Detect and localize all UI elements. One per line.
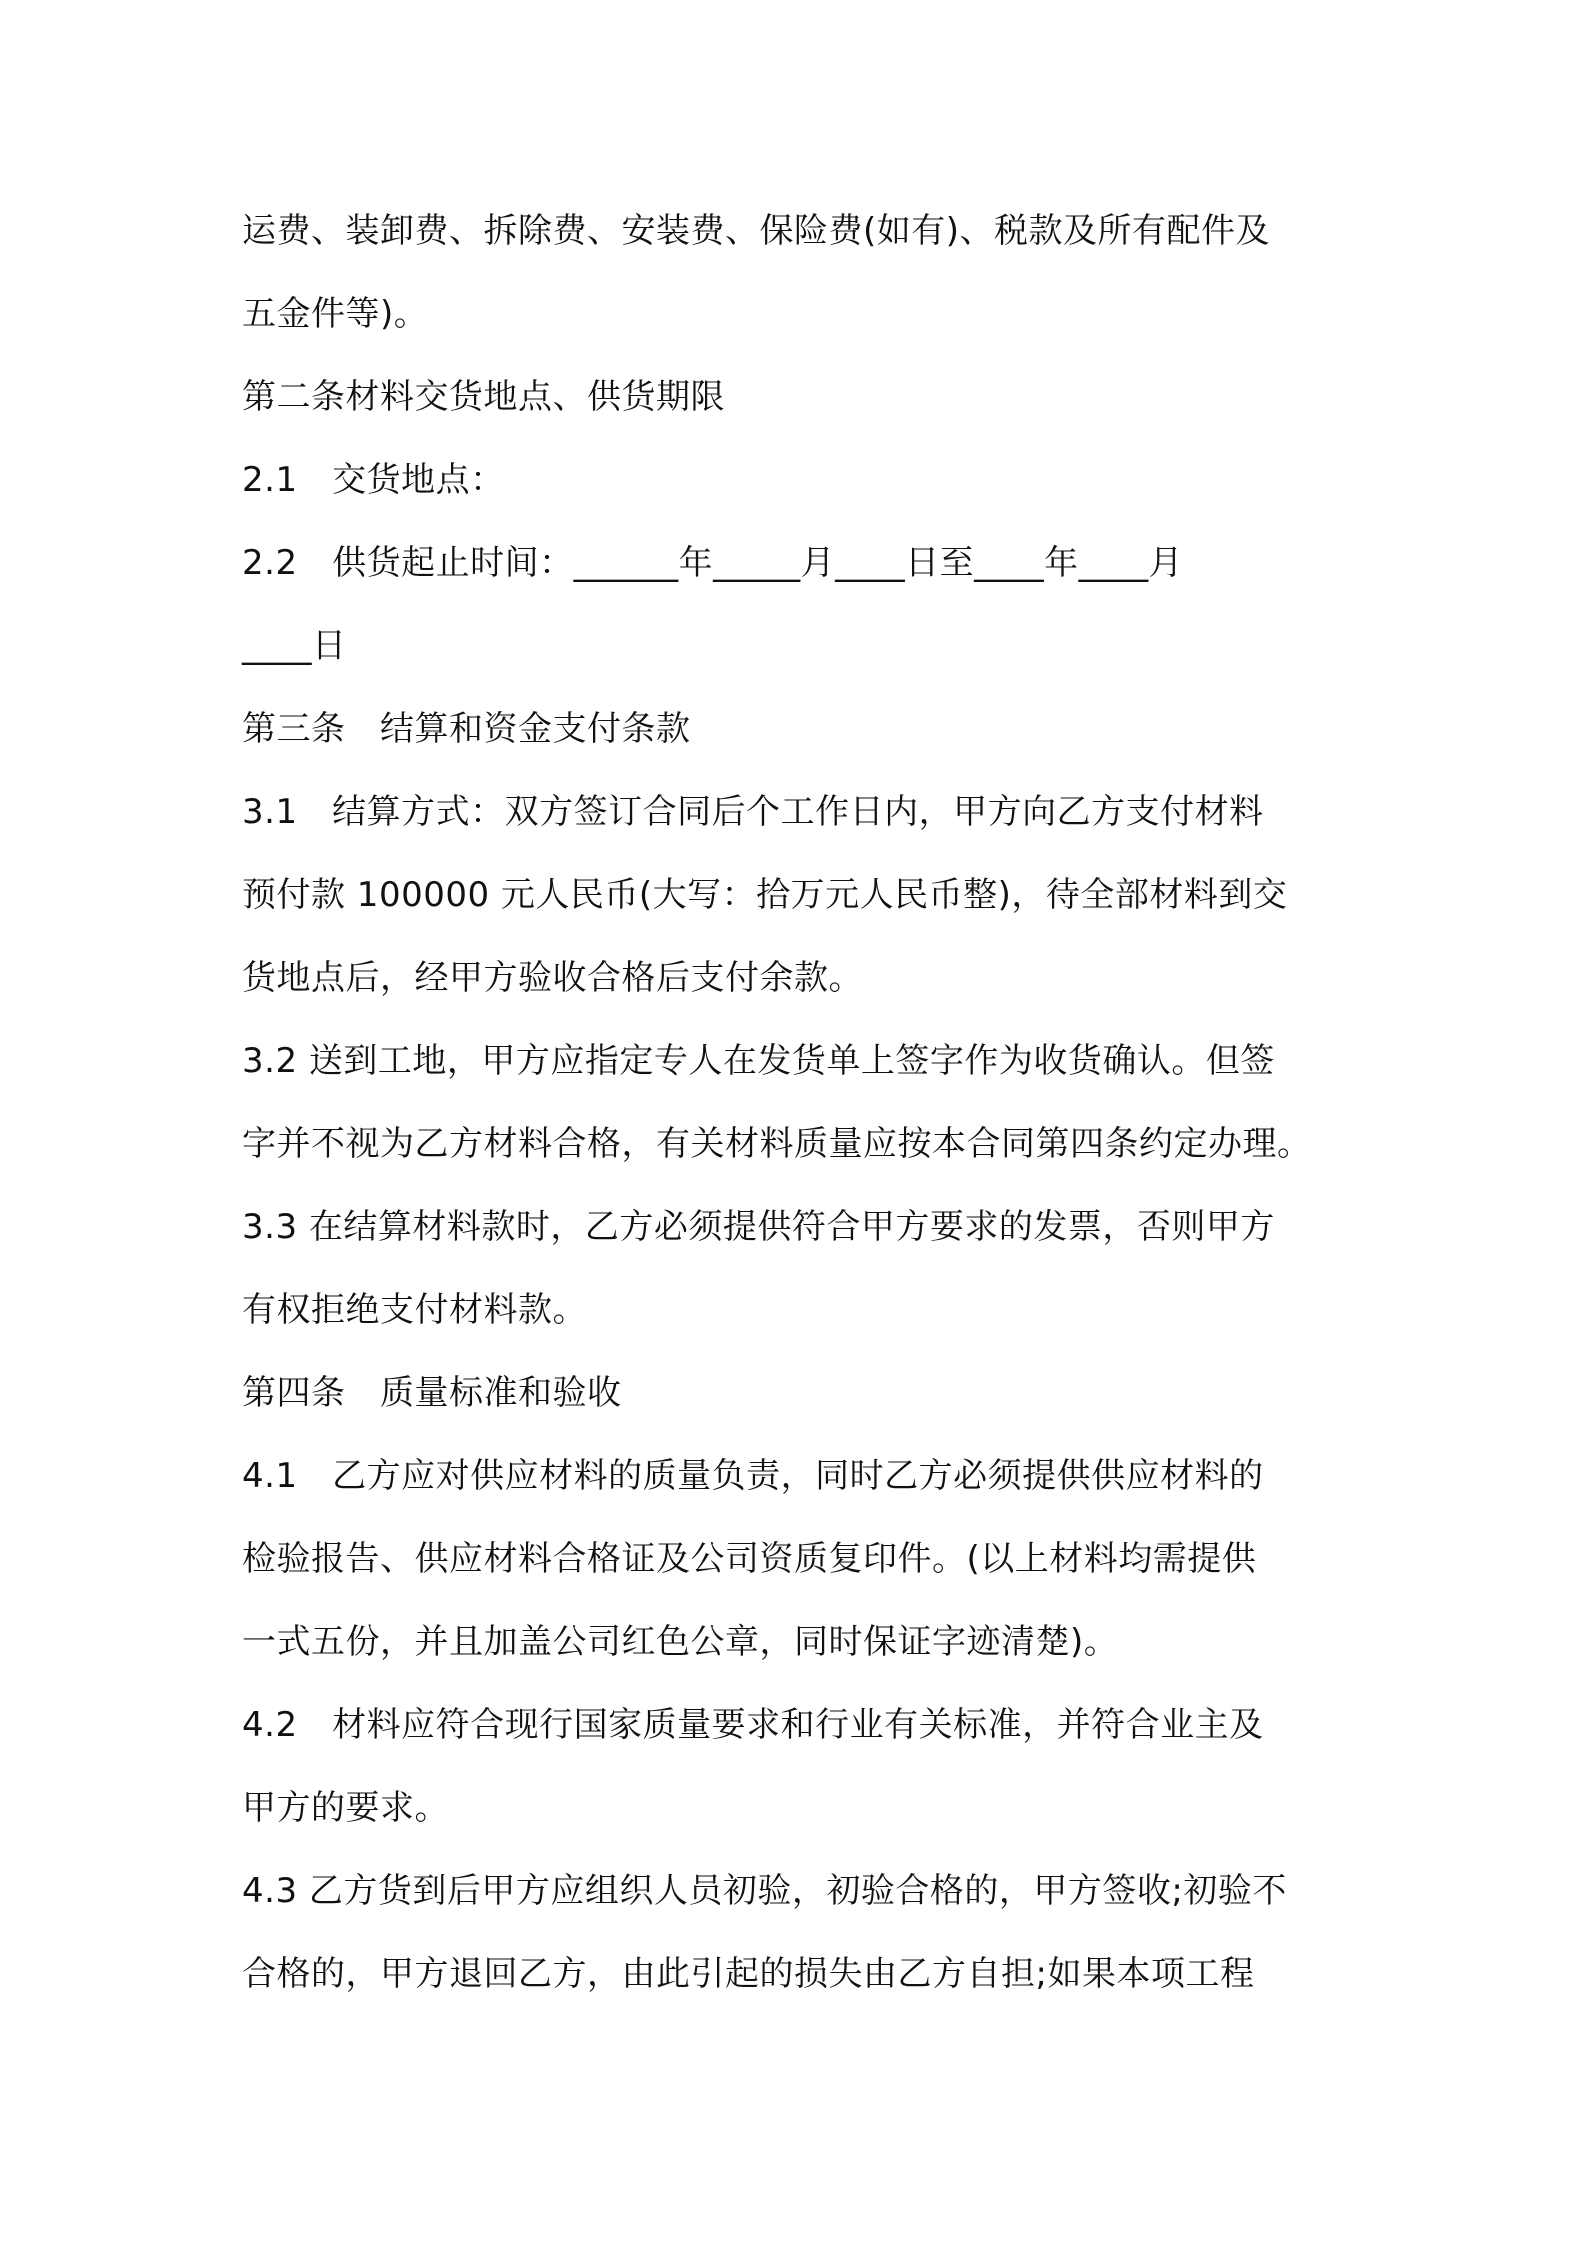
text-line: 字并不视为乙方材料合格，有关材料质量应按本合同第四条约定办理。 xyxy=(242,1124,1312,1164)
text-line: 3.2 送到工地，甲方应指定专人在发货单上签字作为收货确认。但签 xyxy=(242,1041,1275,1081)
section-heading: 第二条材料交货地点、供货期限 xyxy=(242,377,725,417)
section-heading: 第四条 质量标准和验收 xyxy=(242,1373,622,1413)
text-line: 货地点后，经甲方验收合格后支付余款。 xyxy=(242,958,863,998)
text-line: 2.1 交货地点： xyxy=(242,460,505,500)
text-line: 预付款 100000 元人民币(大写：拾万元人民币整)，待全部材料到交 xyxy=(242,875,1288,915)
text-line: ____日 xyxy=(242,626,347,666)
text-line: 4.2 材料应符合现行国家质量要求和行业有关标准，并符合业主及 xyxy=(242,1705,1264,1745)
text-line: 有权拒绝支付材料款。 xyxy=(242,1290,587,1330)
text-line: 4.1 乙方应对供应材料的质量负责，同时乙方必须提供供应材料的 xyxy=(242,1456,1264,1496)
text-line: 一式五份，并且加盖公司红色公章，同时保证字迹清楚)。 xyxy=(242,1622,1119,1662)
text-line: 运费、装卸费、拆除费、安装费、保险费(如有)、税款及所有配件及 xyxy=(242,211,1271,251)
text-line: 3.3 在结算材料款时，乙方必须提供符合甲方要求的发票，否则甲方 xyxy=(242,1207,1275,1247)
document-body xyxy=(242,190,1382,2016)
section-heading: 第三条 结算和资金支付条款 xyxy=(242,709,691,749)
text-line: 检验报告、供应材料合格证及公司资质复印件。(以上材料均需提供 xyxy=(242,1539,1257,1579)
text-line: 合格的，甲方退回乙方，由此引起的损失由乙方自担;如果本项工程 xyxy=(242,1954,1255,1994)
text-line: 2.2 供货起止时间：______年_____月____日至____年____月 xyxy=(242,543,1184,583)
text-line: 甲方的要求。 xyxy=(242,1788,449,1828)
text-line: 4.3 乙方货到后甲方应组织人员初验，初验合格的，甲方签收;初验不 xyxy=(242,1871,1287,1911)
text-line: 3.1 结算方式：双方签订合同后个工作日内，甲方向乙方支付材料 xyxy=(242,792,1264,832)
text-line: 五金件等)。 xyxy=(242,294,429,334)
